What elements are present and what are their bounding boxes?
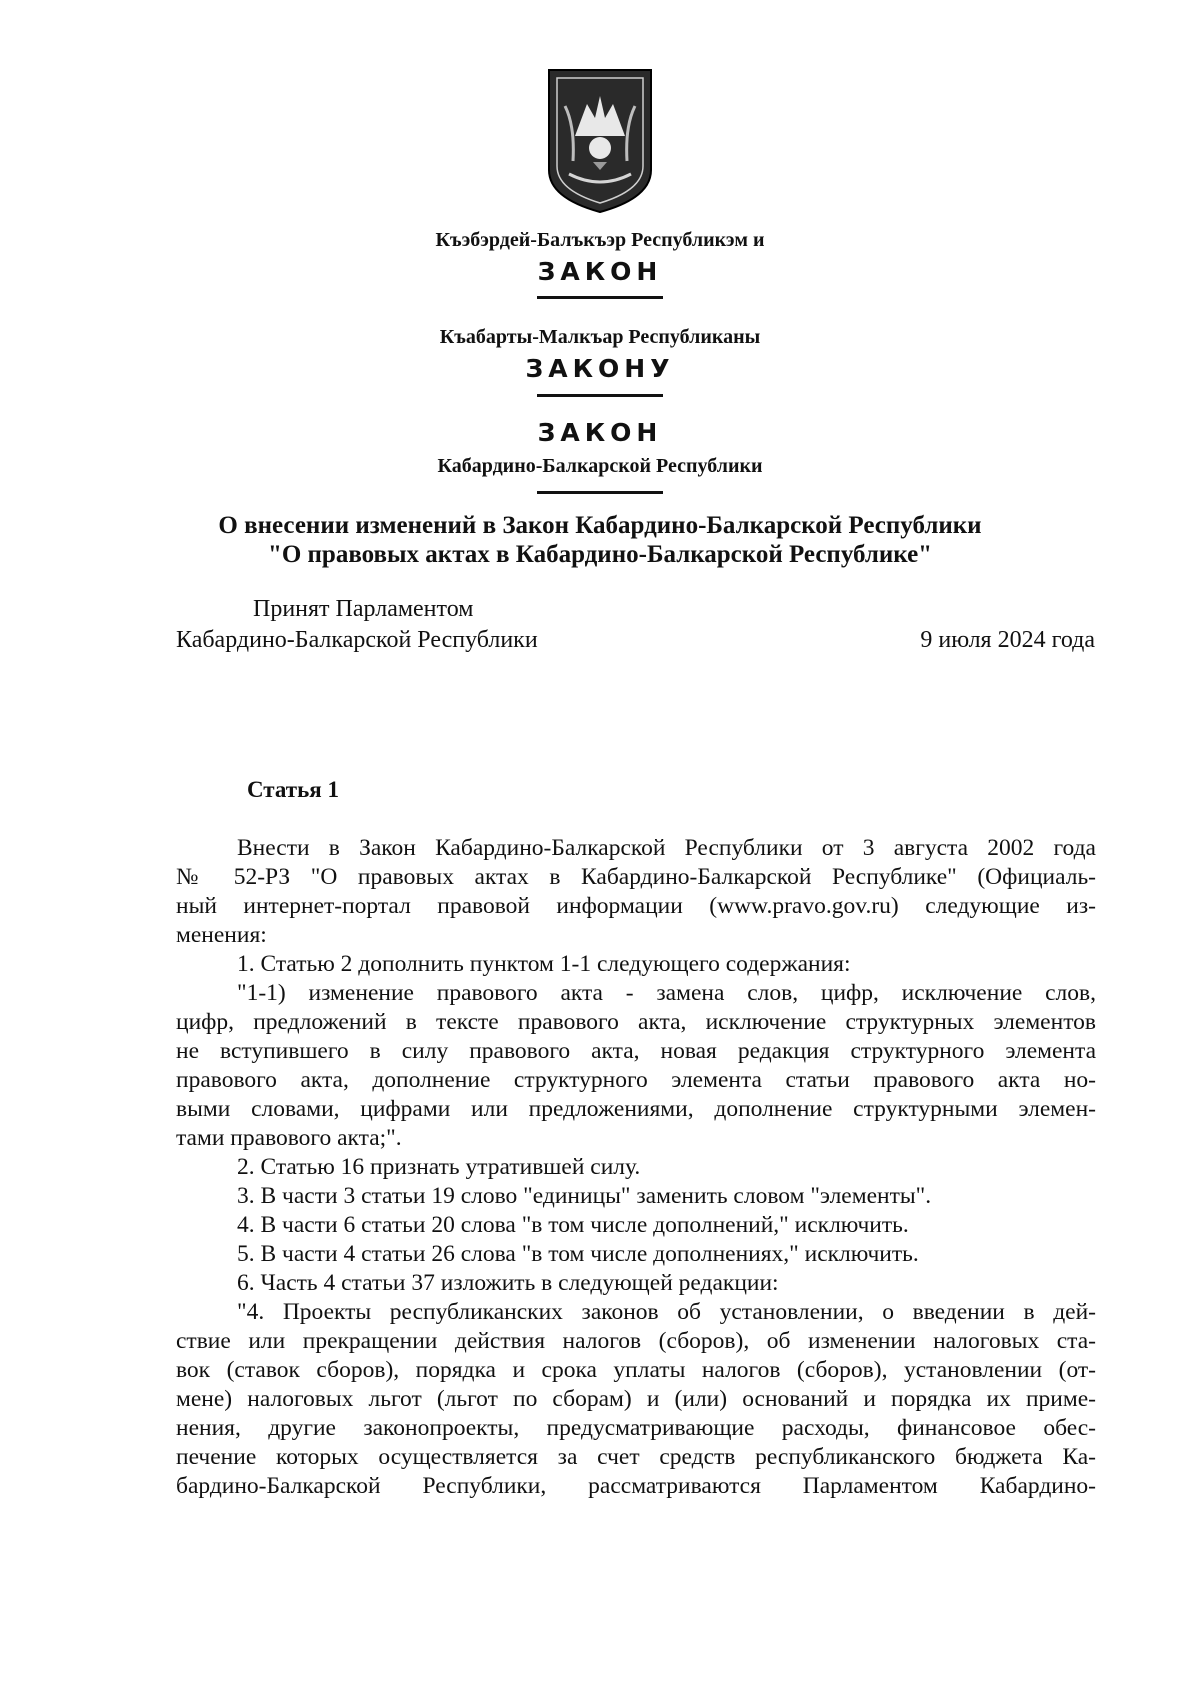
body-line: печение которых осуществляется за счет средств республиканского бюджета Ка- bbox=[176, 1444, 1096, 1470]
body-line: 4. В части 6 статьи 20 слова "в том числе дополнений," исключить. bbox=[237, 1212, 909, 1238]
body-line: тами правового акта;". bbox=[176, 1125, 402, 1151]
body-line: ный интернет-портал правовой информации (www.pravo.gov.ru) следующие из- bbox=[176, 893, 1096, 919]
body-line: бардино-Балкарской Республики, рассматриваются Парламентом Кабардино- bbox=[176, 1473, 1096, 1499]
body-line: ствие или прекращении действия налогов (сборов), об изменении налоговых ста- bbox=[176, 1328, 1096, 1354]
body-line: вок (ставок сборов), порядка и срока уплаты налогов (сборов), установлении (от- bbox=[176, 1357, 1096, 1383]
russian-heading: Кабардино-Балкарской Республики bbox=[437, 455, 763, 477]
adopted-by-parliament: Кабардино-Балкарской Республики bbox=[176, 627, 538, 653]
body-line: № 52-РЗ "О правовых актах в Кабардино-Балкарской Республике" (Официаль- bbox=[176, 864, 1096, 890]
adopted-by-line: Принят Парламентом bbox=[253, 596, 474, 622]
article-heading: Статья 1 bbox=[247, 777, 339, 802]
body-line: 6. Часть 4 статьи 37 изложить в следующей редакции: bbox=[237, 1270, 779, 1296]
law-title-line-1: О внесении изменений в Закон Кабардино-Балкарской Республики bbox=[218, 512, 982, 539]
body-line: менения: bbox=[176, 922, 267, 948]
adoption-date: 9 июля 2024 года bbox=[920, 627, 1095, 653]
body-line: цифр, предложений в тексте правового акта, исключение структурных элементов bbox=[176, 1009, 1096, 1035]
body-line: 3. В части 3 статьи 19 слово "единицы" заменить словом "элементы". bbox=[237, 1183, 932, 1209]
coat-of-arms-emblem bbox=[545, 66, 655, 214]
kabardian-heading: Къэбэрдей-Балъкъэр Республикэм и bbox=[435, 229, 765, 251]
divider-rule bbox=[537, 296, 663, 299]
body-line: 1. Статью 2 дополнить пунктом 1-1 следующего содержания: bbox=[237, 951, 851, 977]
divider-rule bbox=[537, 394, 663, 397]
body-line: "4. Проекты республиканских законов об установлении, о введении в дей- bbox=[237, 1299, 1096, 1325]
balkar-law-word: ЗАКОНУ bbox=[525, 354, 675, 383]
russian-law-word: ЗАКОН bbox=[537, 418, 663, 447]
body-line: Внести в Закон Кабардино-Балкарской Республики от 3 августа 2002 года bbox=[237, 835, 1096, 861]
divider-rule bbox=[537, 491, 663, 494]
body-line: 2. Статью 16 признать утратившей силу. bbox=[237, 1154, 641, 1180]
body-line: мене) налоговых льгот (льгот по сборам) и (или) оснований и порядка их приме- bbox=[176, 1386, 1096, 1412]
law-title-line-2: "О правовых актах в Кабардино-Балкарской Республике" bbox=[267, 541, 933, 568]
body-line: не вступившего в силу правового акта, новая редакция структурного элемента bbox=[176, 1038, 1096, 1064]
body-line: "1-1) изменение правового акта - замена слов, цифр, исключение слов, bbox=[237, 980, 1096, 1006]
kabardian-law-word: ЗАКОН bbox=[537, 257, 663, 286]
body-line: правового акта, дополнение структурного элемента статьи правового акта но- bbox=[176, 1067, 1096, 1093]
body-line: 5. В части 4 статьи 26 слова "в том числе дополнениях," исключить. bbox=[237, 1241, 919, 1267]
body-line: выми словами, цифрами или предложениями, дополнение структурными элемен- bbox=[176, 1096, 1096, 1122]
body-line: нения, другие законопроекты, предусматривающие расходы, финансовое обес- bbox=[176, 1415, 1096, 1441]
balkar-heading: Къабарты-Малкъар Республиканы bbox=[439, 326, 761, 348]
